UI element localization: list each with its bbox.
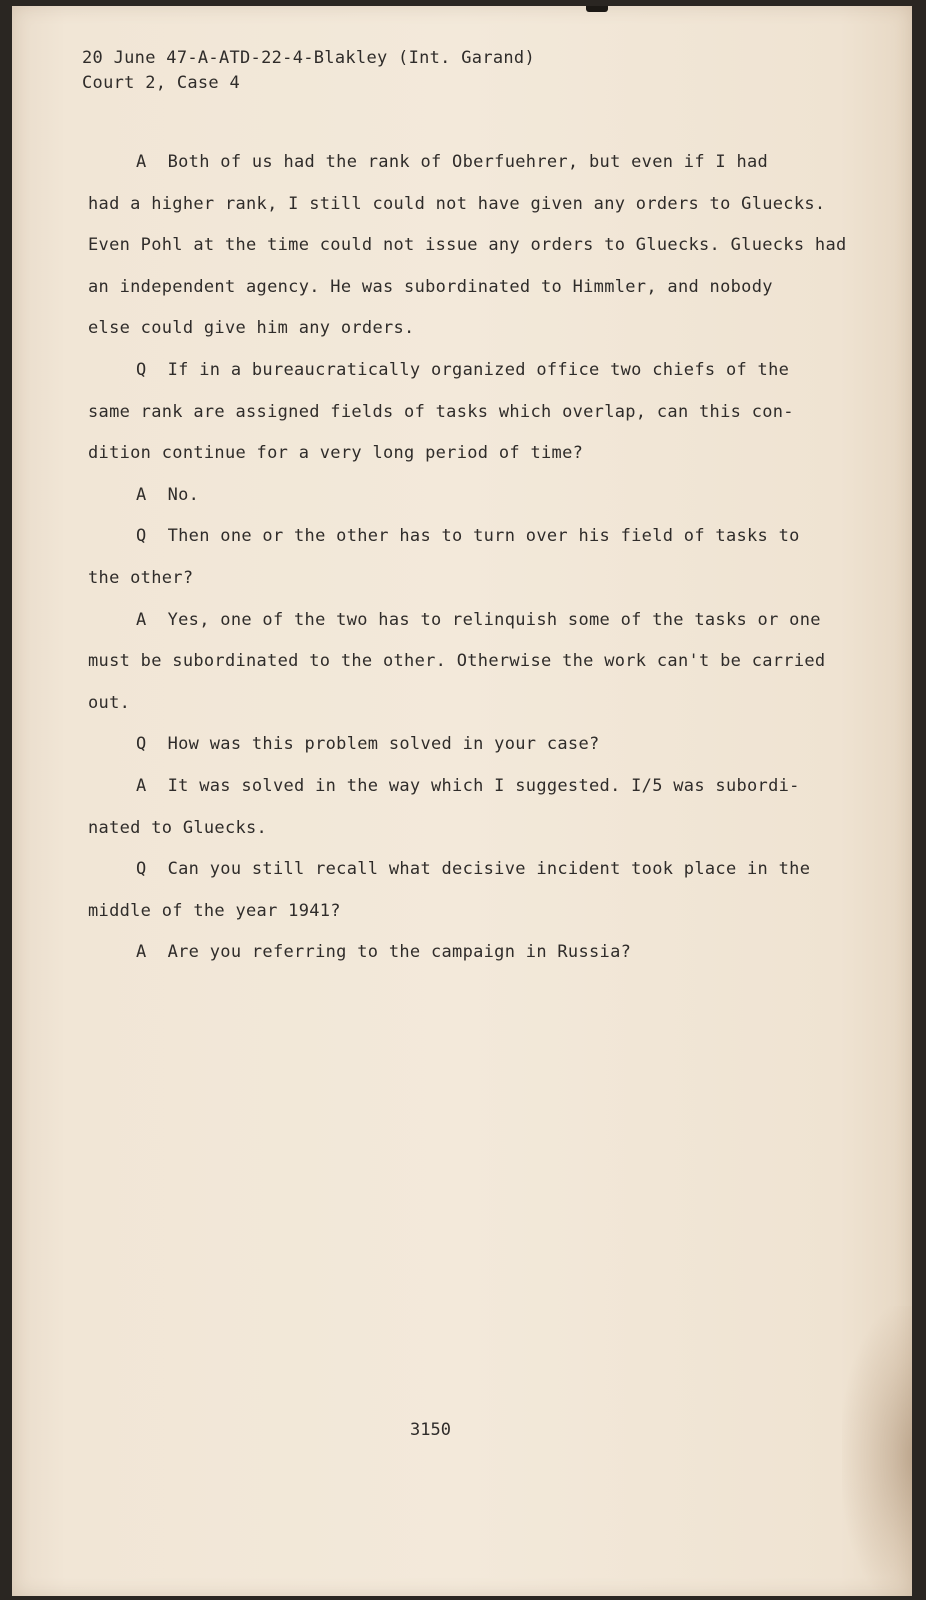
transcript-line: A It was solved in the way which I suggested. I/5 was subordi- xyxy=(136,776,800,796)
transcript-line: nated to Gluecks. xyxy=(88,817,268,838)
paper-stain xyxy=(842,1306,912,1596)
page-number: 3150 xyxy=(410,1420,451,1440)
transcript-line: A Yes, one of the two has to relinquish some of the tasks or one xyxy=(136,609,821,630)
transcript-line: Q Then one or the other has to turn over his field of tasks to xyxy=(136,526,800,547)
transcript-line: Even Pohl at the time could not issue any orders to Gluecks. Gluecks had xyxy=(88,235,847,256)
transcript-line: A No. xyxy=(136,484,200,505)
transcript-line: Q How was this problem solved in your case? xyxy=(136,734,600,755)
transcript-line: middle of the year 1941? xyxy=(88,900,341,921)
header-line-2: Court 2, Case 4 xyxy=(82,73,241,93)
transcript-line: out. xyxy=(88,692,131,713)
transcript-line: dition continue for a very long period of time? xyxy=(88,443,584,464)
header-line-1: 20 June 47-A-ATD-22-4-Blakley (Int. Garand) xyxy=(82,48,535,68)
transcript-line: A Both of us had the rank of Oberfuehrer, but even if I had xyxy=(136,152,769,172)
transcript-line: A Are you referring to the campaign in Russia? xyxy=(136,942,632,963)
paper-clip xyxy=(586,6,608,12)
transcript-line: the other? xyxy=(88,568,194,588)
transcript-line: Q Can you still recall what decisive incident took place in the xyxy=(136,859,811,880)
transcript-line: had a higher rank, I still could not have given any orders to Gluecks. xyxy=(88,193,826,214)
transcript-line: same rank are assigned fields of tasks which overlap, can this con- xyxy=(88,401,794,422)
transcript-line: an independent agency. He was subordinated to Himmler, and nobody xyxy=(88,276,773,297)
transcript-line: must be subordinated to the other. Otherwise the work can't be carried xyxy=(88,651,826,672)
transcript-line: else could give him any orders. xyxy=(88,318,415,339)
document-page xyxy=(12,6,912,1596)
transcript-line: Q If in a bureaucratically organized office two chiefs of the xyxy=(136,360,790,380)
